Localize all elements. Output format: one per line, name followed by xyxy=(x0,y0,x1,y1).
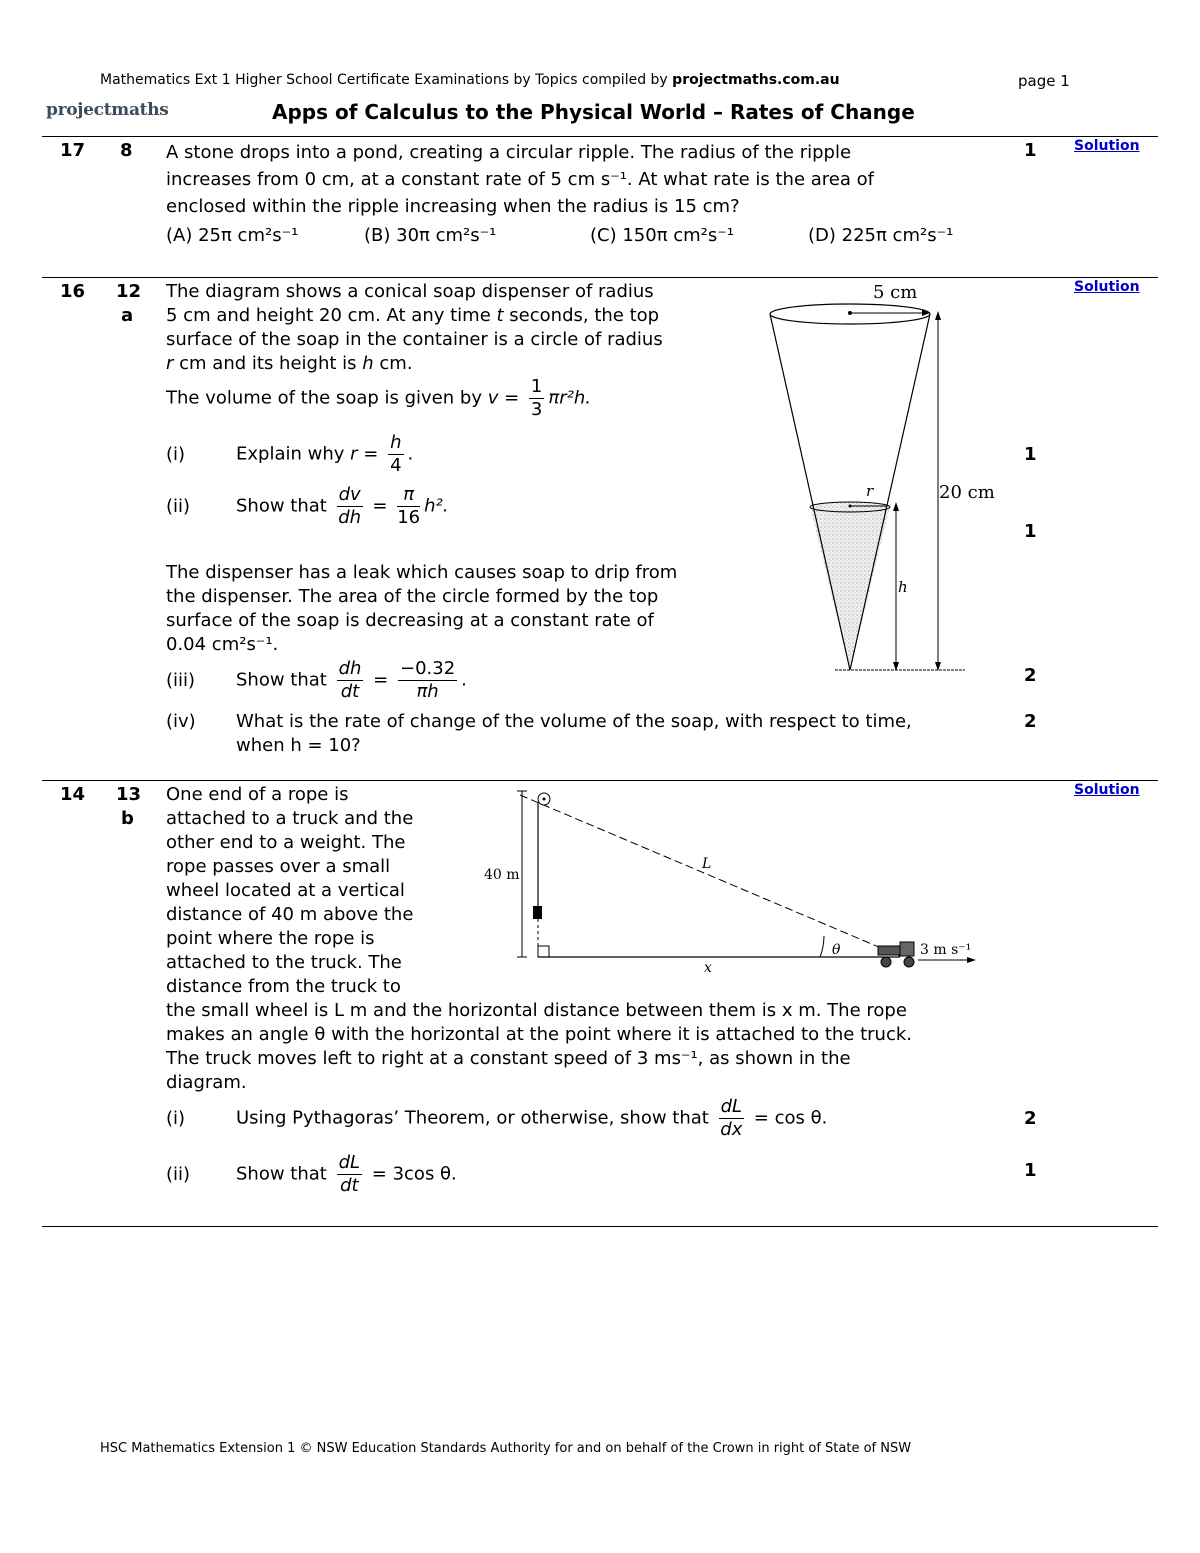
q3-mark-i: 2 xyxy=(1024,1108,1037,1129)
cone-diagram xyxy=(760,278,1000,678)
r-label: r xyxy=(866,482,874,500)
wheel-axle xyxy=(543,798,546,801)
q3-line: the small wheel is L m and the horizontal distance between them is x m. The rope xyxy=(166,1000,907,1021)
q2-line: The diagram shows a conical soap dispenser of radius xyxy=(166,281,654,302)
q1-line: enclosed within the ripple increasing when the radius is 15 cm? xyxy=(166,196,740,217)
angle-arc xyxy=(820,936,824,957)
q2-part-i: (i) Explain why r = $\frac{h}{4}$ . xyxy=(166,432,414,476)
q2-leak-text xyxy=(166,561,677,657)
site-link[interactable]: projectmaths.com.au xyxy=(672,72,840,88)
divider xyxy=(42,136,1158,137)
page-number: page 1 xyxy=(1018,72,1070,90)
q3-line: rope passes over a small xyxy=(166,856,391,877)
q3-line: makes an angle θ with the horizontal at the point where it is attached to the truck. xyxy=(166,1024,912,1045)
q3-line: distance of 40 m above the xyxy=(166,904,414,925)
theta-label: θ xyxy=(832,942,841,958)
q1-option-c: (C) 150π cm²s⁻¹ xyxy=(590,225,734,246)
q1-solution-link[interactable]: Solution xyxy=(1074,138,1140,154)
q3-solution-link[interactable]: Solution xyxy=(1074,782,1140,798)
q3-part-i: (i) Using Pythagoras’ Theorem, or otherwise, show that $\frac{dL}{dx}$ = cos θ. xyxy=(166,1096,828,1140)
q3-mark-ii: 1 xyxy=(1024,1160,1037,1181)
q2-line: The dispenser has a leak which causes soap to drip from xyxy=(166,562,678,583)
q3-year: 14 xyxy=(60,784,86,805)
q1-text xyxy=(166,139,874,220)
q1-year: 17 xyxy=(60,140,86,161)
arrowhead xyxy=(893,502,899,511)
q2-part: a xyxy=(121,305,134,326)
q2-year: 16 xyxy=(60,281,86,302)
x-label: x xyxy=(704,960,712,976)
q1-number: 8 xyxy=(120,140,133,161)
q1-line: increases from 0 cm, at a constant rate of 5 cm s⁻¹. At what rate is the area of xyxy=(166,169,874,190)
q2-part-iii: (iii) Show that $\frac{dh}{dt}$ = $\frac{-0.32}{\pi h}$ . xyxy=(166,658,467,702)
q3-line: other end to a weight. The xyxy=(166,832,406,853)
q2-number: 12 xyxy=(116,281,142,302)
q3-part: b xyxy=(121,808,134,829)
q3-line: attached to the truck. The xyxy=(166,952,402,973)
q1-line: A stone drops into a pond, creating a circular ripple. The radius of the ripple xyxy=(166,142,852,163)
q2-line: the dispenser. The area of the circle formed by the top xyxy=(166,586,659,607)
cone-side-left xyxy=(770,314,850,670)
speed-label: 3 m s⁻¹ xyxy=(920,942,972,958)
q3-number: 13 xyxy=(116,784,142,805)
height-label: 20 cm xyxy=(939,482,995,503)
compiled-by-text: Mathematics Ext 1 Higher School Certificate Examinations by Topics compiled by xyxy=(100,72,673,88)
q3-line: wheel located at a vertical xyxy=(166,880,405,901)
q3-line: One end of a rope is xyxy=(166,784,349,805)
page-title: Apps of Calculus to the Physical World – Rates of Change xyxy=(272,100,915,124)
divider xyxy=(42,1226,1158,1227)
q1-option-a: (A) 25π cm²s⁻¹ xyxy=(166,225,299,246)
q1-mark: 1 xyxy=(1024,140,1037,161)
projectmaths-logo: projectmaths xyxy=(46,100,169,120)
q2-mark-iv: 2 xyxy=(1024,711,1037,732)
height-label: 40 m xyxy=(484,867,520,883)
truck-icon xyxy=(878,942,914,967)
q2-line: 5 cm and height 20 cm. At any time t seconds, the top xyxy=(166,305,660,326)
rope-L xyxy=(520,795,900,956)
q2-mark-ii: 1 xyxy=(1024,521,1037,542)
divider xyxy=(42,780,1158,781)
q3-line: diagram. xyxy=(166,1072,247,1093)
q2-volume-formula: The volume of the soap is given by v = $\frac{1}{3}$ πr²h. xyxy=(166,376,591,420)
radius-label: 5 cm xyxy=(873,282,918,303)
q3-line: point where the rope is xyxy=(166,928,375,949)
q2-mark-iii: 2 xyxy=(1024,665,1037,686)
q1-option-d: (D) 225π cm²s⁻¹ xyxy=(808,225,954,246)
q2-line: surface of the soap is decreasing at a constant rate of xyxy=(166,610,654,631)
q2-line: surface of the soap in the container is a circle of radius xyxy=(166,329,663,350)
truck-diagram xyxy=(480,786,980,976)
q2-intro xyxy=(166,280,663,376)
soap-fill xyxy=(810,507,890,670)
q3-line: distance from the truck to xyxy=(166,976,401,997)
q1-option-b: (B) 30π cm²s⁻¹ xyxy=(364,225,497,246)
right-angle xyxy=(538,946,549,957)
q3-line: The truck moves left to right at a constant speed of 3 ms⁻¹, as shown in the xyxy=(166,1048,851,1069)
q2-mark-i: 1 xyxy=(1024,444,1037,465)
arrowhead xyxy=(935,311,941,320)
q2-part-iv: (iv) What is the rate of change of the volume of the soap, with respect to time, when h = 10? xyxy=(166,711,912,756)
cone-side-right xyxy=(850,314,930,670)
L-label: L xyxy=(702,856,712,872)
q2-line: 0.04 cm²s⁻¹. xyxy=(166,634,279,655)
compiled-by-line xyxy=(100,72,840,88)
q3-part-ii: (ii) Show that $\frac{dL}{dt}$ = 3cos θ. xyxy=(166,1152,457,1196)
q2-part-ii: (ii) Show that $\frac{dv}{dh}$ = $\frac{\pi}{16}$ h². xyxy=(166,484,449,528)
q2-line: r cm and its height is h cm. xyxy=(166,353,413,374)
q2-solution-link[interactable]: Solution xyxy=(1074,279,1140,295)
weight-block xyxy=(533,906,542,919)
h-label: h xyxy=(898,578,908,596)
q3-line: attached to a truck and the xyxy=(166,808,414,829)
footer-copyright: HSC Mathematics Extension 1 © NSW Education Standards Authority for and on behalf of the Crown in right of State of NSW xyxy=(100,1441,912,1456)
